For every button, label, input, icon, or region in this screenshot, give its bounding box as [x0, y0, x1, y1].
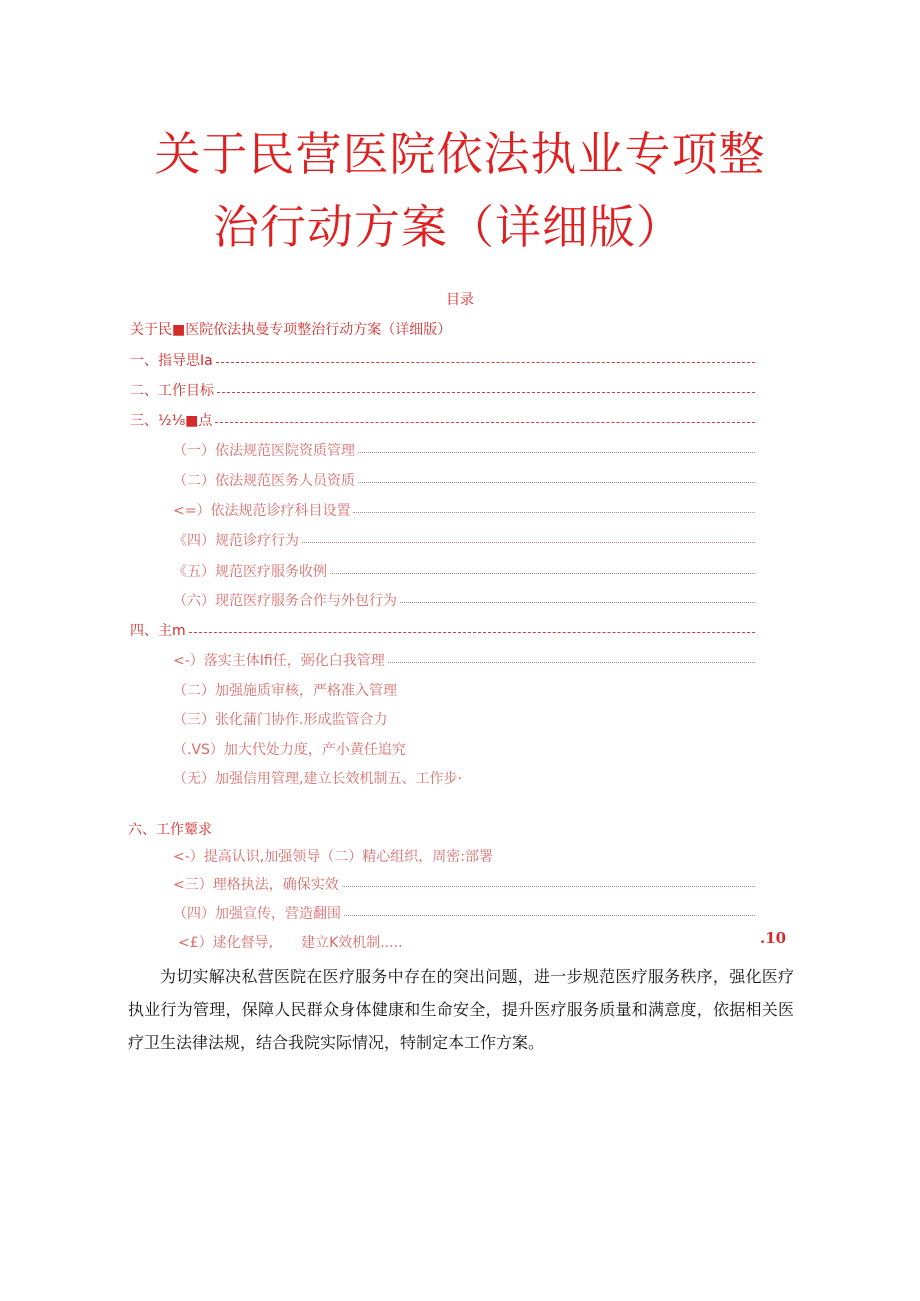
toc-leader-dots	[400, 602, 755, 603]
toc-entry[interactable]	[130, 319, 755, 339]
toc-entry[interactable]	[173, 561, 755, 581]
toc-heading: 目录	[446, 292, 474, 308]
toc-entry[interactable]	[173, 650, 755, 670]
toc-entry-label: <£）逑化督导, 建立K效机制.....	[178, 935, 403, 951]
toc-entry-label: （一）依法规范医院资质管理	[173, 443, 355, 459]
toc-entry-label: （二）依法规范医务人员资质	[173, 473, 355, 489]
document-title-line-2: 治行动方案（详细版）	[213, 200, 683, 254]
toc-entry-label: 四、主m	[130, 623, 186, 639]
toc-entry[interactable]	[173, 903, 755, 923]
toc-entry-label: 《四）规范诊疗行为	[173, 533, 299, 549]
toc-entry-label: （无）加强信用管理,建立长效机制五、工作步·	[173, 771, 462, 787]
toc-leader-dots	[358, 452, 755, 453]
toc-leader-dots	[215, 422, 755, 423]
toc-entry-label: <三）理格执法，确保实效	[173, 877, 339, 893]
toc-page-number: .10	[760, 929, 787, 947]
toc-entry[interactable]	[173, 470, 755, 490]
toc-leader-dots	[189, 632, 755, 633]
toc-entry[interactable]	[130, 380, 755, 400]
toc-entry-label: （二）加强施质审核，严格准入管理	[173, 683, 397, 699]
toc-entry[interactable]	[173, 500, 755, 520]
toc-leader-dots	[358, 482, 755, 483]
toc-entry[interactable]	[173, 440, 755, 460]
toc-entry-label: 关于民■医院依法执曼专项整治行动方案（详细版）	[130, 322, 452, 338]
toc-leader-dots	[344, 915, 755, 916]
toc-entry-label: 《五）规范医疗服务收例	[173, 564, 327, 580]
intro-paragraph: 为切实解决私营医院在医疗服务中存在的突出问题，进一步规范医疗服务秩序，强化医疗执业行为管理，保障人民群众身体健康和生命安全，提升医疗服务质量和满意度，依据相关医疗卫生法律法规，结合我院实际情况，特制定本工作方案。	[128, 967, 794, 1052]
toc-entry-label: （六）现范医疗服务合作与外包行为	[173, 593, 397, 609]
toc-entry[interactable]	[128, 819, 755, 839]
toc-leader-dots	[217, 392, 755, 393]
toc-entry-label: （三）张化蒲门协作.形成监管合力	[173, 712, 388, 728]
toc-entry-label: （.VS）加大代处力度，产小黄任追究	[173, 742, 406, 758]
toc-entry[interactable]	[173, 590, 755, 610]
toc-entry-label: （四）加强宣传，营造翻围	[173, 906, 341, 922]
toc-entry-label: <-）落实主体Ifi任，弼化白我管理	[173, 653, 385, 669]
toc-entry[interactable]	[173, 709, 755, 729]
toc-entry[interactable]	[173, 680, 755, 700]
document-title-line-1: 关于民营医院依法执业专项整	[154, 127, 766, 181]
toc-entry[interactable]	[173, 846, 755, 866]
toc-leader-dots	[330, 573, 755, 574]
toc-entry[interactable]	[130, 350, 755, 370]
toc-entry[interactable]	[130, 410, 755, 430]
toc-leader-dots	[216, 362, 755, 363]
toc-entry[interactable]	[178, 932, 755, 952]
toc-entry[interactable]	[130, 620, 755, 640]
toc-entry-label: <-）提高认识,加强领导（二）精心组织，周密:部署	[173, 849, 493, 865]
toc-entry[interactable]	[173, 530, 755, 550]
toc-entry[interactable]	[173, 874, 755, 894]
toc-entry-label: <=）依法规范诊疗科目设置	[173, 503, 351, 519]
toc-entry-label: 六、工作颦求	[128, 822, 212, 838]
toc-entry-label: 三、½⅛■点	[130, 413, 213, 429]
toc-entry[interactable]	[173, 768, 755, 788]
toc-leader-dots	[302, 542, 755, 543]
toc-entry[interactable]	[173, 739, 755, 759]
toc-entry-label: 二、工作目标	[130, 383, 214, 399]
toc-leader-dots	[388, 662, 755, 663]
toc-entry-label: 一、指导思Ia	[130, 353, 213, 369]
toc-leader-dots	[342, 886, 755, 887]
toc-leader-dots	[353, 512, 755, 513]
